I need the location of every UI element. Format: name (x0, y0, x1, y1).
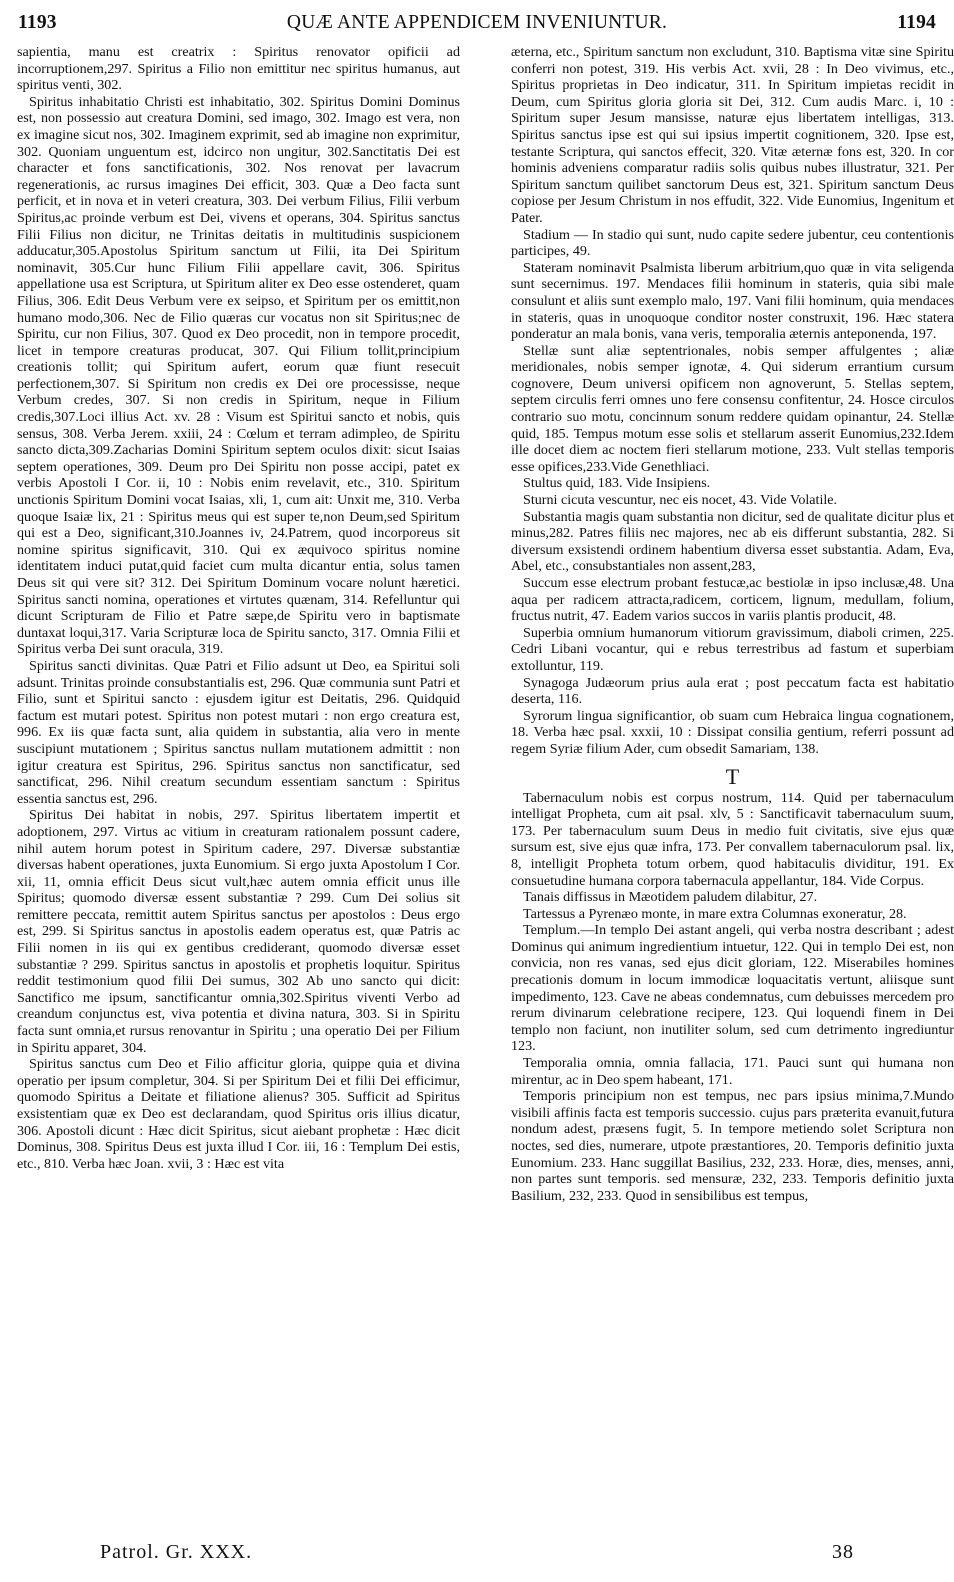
index-entry: Temporis principium non est tempus, nec pars ipsius minima,7.Mundo visibili affinis facta est temporis successio. cujus pars præterita evanuit,futura nondum adest, præsens fugit, 5. In tempore metiendo solet Scriptura non noctes, sed dies, numerare, utpote præstantiores, 20. Temporis definitio juxta Eunomium. 233. Hanc suggillat Basilius, 232, 233. Horæ, dies, menses, anni, non partes sunt temporis. sed mensuræ, 232, 233. Temporis definitio juxta Basilium, 232, 233. Quod in sensibilibus est tempus, (511, 1088, 954, 1204)
page-number-right: 1194 (897, 12, 936, 33)
index-entry: Sturni cicuta vescuntur, nec eis nocet, 43. Vide Volatile. (523, 492, 838, 509)
index-entry: Temporalia omnia, omnia fallacia, 171. Pauci sunt qui humana non mirentur, ac in Deo spem habeant, 171. (511, 1055, 954, 1088)
index-entry: Spiritus sancti divinitas. Quæ Patri et Filio adsunt ut Deo, ea Spiritui soli adsunt. Trinitas proinde consubstantialis est, 296. Quæ communia sunt Patri et Filio, sunt et Spiritui sancto : ejusdem igitur est Deitatis, 296. Quidquid factum est mutari potest. Spiritus non potest mutari : non ergo creatura est, 996. Ex iis quæ facta sunt, alia quidem in substantia, alia vero in mente suscipiunt mutationem ; Spiritus sanctus nullam mutationem admittit : non igitur creatura est Spiritus, 296. Spiritus sanctus non sanctificatur, sed sanctificat, 296. Nihil creatum secundum essentiam sanctum : Spiritus essentia sanctus est, 296. (17, 657, 460, 807)
index-entry: Stadium — In stadio qui sunt, nudo capite sedere jubentur, ceu contentionis participes, 49. (511, 226, 954, 260)
index-entry: Superbia omnium humanorum vitiorum gravissimum, diaboli crimen, 225. Cedri Libani vocantur, qui e rebus terrestribus ad fastum et superbiam extolluntur, 119. (511, 624, 954, 674)
right-column (511, 44, 954, 1522)
index-entry: Templum.—In templo Dei astant angeli, qui verba nostra describant ; adest Dominus qui animum ingredientium intuetur, 122. Qui in templo Dei est, non convicia, non res vanas, sed ejus dicit gloriam, 122. Miserabiles homines precationis domum in locum immodicæ loquacitatis vertunt, aliisque sunt impedimento, 123. Cave ne abeas condemnatus, cum debuisses mercedem pro rerum divinarum celebratione recipere, 123. Qui loquendi finem in Dei templo non faciunt, non inutiliter solum, sed cum detrimento ingrediuntur 123. (511, 922, 954, 1055)
index-entry: Stultus quid, 183. Vide Insipiens. (523, 475, 711, 492)
series-signature: Patrol. Gr. XXX. (100, 1541, 253, 1563)
section-letter: T (725, 763, 740, 789)
index-entry: Tartessus a Pyrenæo monte, in mare extra Columnas exoneratur, 28. (523, 905, 907, 922)
page-number-left: 1193 (18, 12, 57, 33)
left-column (17, 44, 460, 1522)
index-entry: Substantia magis quam substantia non dicitur, sed de qualitate dicitur plus et minus,282. Patres filiis nec majores, nec ab eis differunt substantia, 282. Si diversum exsistendi ordinem habentium diversa esset substantia. Adam, Eva, Abel, etc., consubstantiales non assent,283, (511, 508, 954, 575)
index-entry: sapientia, manu est creatrix : Spiritus renovator opificii ad incorruptionem,297. Spiritus a Filio non emittitur nec spiritus humanus, aut spiritus venti, 302. (17, 44, 460, 94)
running-header (18, 10, 936, 36)
index-entry: æterna, etc., Spiritum sanctum non excludunt, 310. Baptisma vitæ sine Spiritu conferri non potest, 319. His verbis Act. xvii, 28 : In Deo vivimus, etc., Spiritus proprietas in Deo indicatur, 311. In Spiritum impietas recidit in Deum, cum Spiritus gloria gloria sit Dei, 312. Cum audis Marc. i, 10 : Spiritum super Jesum mansisse, naturæ ejus libertatem intelligas, 313. Spiritus sanctus ipse est qui sui ipsius impertit cognitionem, 320. Ipse est, testante Scriptura, qui sanctos effecit, 320. Vitæ æternæ fons est, 320. In cor hominis adveniens comparatur radiis solis quibus nubes illustratur, 321. Per Spiritum sanctum quilibet sanctorum Deus est, 321. Spiritum sanctum Deus copiose per Jesum Christum in nos effudit, 322. Vide Eunomius, Ingenitum et Pater. (511, 44, 954, 226)
running-title: QUÆ ANTE APPENDICEM INVENIUNTUR. (286, 12, 668, 33)
index-entry: Syrorum lingua significantior, ob suam cum Hebraica lingua cognationem, 18. Verba hæc psal. xxxii, 10 : Dissipat consilia gentium, referri possunt ad regem Syriæ filium Ader, cum obsedit Samariam, 138. (511, 707, 954, 757)
sheet-number: 38 (832, 1541, 854, 1563)
index-entry: Spiritus Dei habitat in nobis, 297. Spiritus libertatem impertit et adoptionem, 297. Virtus ac vitium in creaturam rationalem possunt cadere, nihil autem horum potest in Spiritum cadere, 297. Diversæ substantiæ diversas habent operationes, juxta Eunomium. Si ergo juxta Apostolum I Cor. xii, 11, omnia efficit Deus sicut vult,hæc autem omnia efficit unus ille Spiritus; quomodo diversæ essent substantiæ ? 299. Cum Dei solius sit remittere peccata, remittit autem Spiritus sanctus per apostolos : Deus ergo est, 299. Si Spiritus sanctus in apostolis eadem operatus est, quæ Patris ac Filii nomen in iis qui ex gentibus crediderant, quomodo diversæ esset substantiæ ? 299. Spiritus sanctus in apostolis et prophetis loquitur. Spiritus reddit testimonium quod filii Dei sumus, 302 Ab uno sancto qui dicit: Sanctifico me ipsum, sanctificantur omnia,302.Spiritus viventi Verbo ad creandum conjunctus est, viva potentia et divina natura, 303. Si in Spiritu facta sunt omnia,et rursus renovantur in Spiritu ; una operatio Dei per Filium in Spiritu apparet, 304. (17, 807, 460, 1056)
index-entry: Tanais diffissus in Mæotidem paludem dilabitur, 27. (523, 889, 818, 906)
index-entry: Tabernaculum nobis est corpus nostrum, 114. Quid per tabernaculum intelligat Propheta, cum ait psal. xlv, 5 : Sanctificavit tabernaculum suum, 173. Per tabernaculum suum Deus in medio fuit civitatis, sive ejus quæ sursum est, sive ejus quæ infra, 173. Per convallem tabernaculorum psal. lix, 8, intelligit Propheta totum orbem, quod habitaculis dividitur, 191. Ex consuetudine humana corpora tabernacula appellantur, 184. Vide Corpus. (511, 789, 954, 889)
index-entry: Spiritus sanctus cum Deo et Filio afficitur gloria, quippe quia et divina operatio per ipsum completur, 304. Si per Spiritum Dei et filii Dei efficimur, quomodo Spiritus a Deitate et filiatione alienus? 305. Sufficit ad Spiritus exsistentiam quæ ex Deo est declarandam, quod Spiritus oris illius dicatur, 306. Apostoli dicunt : Hæc dicit Spiritus, sicut aiebant prophetæ : Hæc dicit Dominus, 308. Spiritus Deus est juxta illud I Cor. iii, 16 : Templum Dei estis, etc., 810. Verba hæc Joan. xvii, 3 : Hæc est vita (17, 1056, 460, 1172)
index-entry: Succum esse electrum probant festucæ,ac bestiolæ in ipso inclusæ,48. Una aqua per radicem attracta,radicem, corticem, lignum, medullam, folium, fructus nutrit, 47. Eadem varios succos in variis plantis producit, 48. (511, 575, 954, 625)
index-entry: Synagoga Judæorum prius aula erat ; post peccatum facta est habitatio deserta, 116. (511, 674, 954, 708)
page-footer (100, 1538, 854, 1568)
index-entry: Stellæ sunt aliæ septentrionales, nobis semper affulgentes ; aliæ meridionales, nobis semper ignotæ, 4. Qui siderum errantium cursum cognovere, Deum universi opificem non agnoverunt, 5. Stellas septem, septem circulis ferri omnes uno fere consensu confitentur, 24. Hosce circulos contrario suo motu, concinnum sonum reddere quidam opinantur, 24. Stellæ quid, 185. Tempus motum esse solis et stellarum asserit Eunomius,232.Idem ille docet diem ac noctem fieri stellarum motione, 233. Vult stellas temporis esse opifices,233.Vide Genethliaci. (511, 342, 954, 475)
index-entry: Spiritus inhabitatio Christi est inhabitatio, 302. Spiritus Domini Dominus est, non possessio aut creatura Domini, sed imago, 302. Imago est vera, non ex imagine sicut nos, 302. Imaginem exprimit, sed ab imagine non exprimitur, 302. Quoniam unguentum est, idcirco non ungitur, 302.Sanctitatis Dei est character et fons sanctificationis, 302. Nos renovat per lavacrum regenerationis, ac rursus imagines Dei efficit, 303. Quæ a Deo facta sunt perficit, et in nova et in veteri creatura, 303. Dei verbum Filius, Filii verbum Spiritus,ac proinde verbum est Dei, vivens et operans, 304. Spiritus sanctus Filii Filius non dicitur, ne Trinitas deitatis in multitudinis suspicionem adducatur,305.Apostolus Spiritum sanctum ut Filii, ita Dei Spiritum nominavit, 305.Cur hunc Filium Filii appellare cavit, 306. Spiritus appellatione usa est Scriptura, ut Spiritum aliter ex Deo esse ostenderet, quam Filius, 306. Edit Deus Verbum vere ex seipso, et Spiritum per os emittit,non humano modo,306. Nec de Filio quæras cur vocatus non sit Spiritus;nec de Spiritu, cur non Filius, 307. Quod ex Deo procedit, non in tempore procedit, licet in tempore creaturas producat, 307. Qui Filium tollit,principium creationis tollit; qui Spiritum aufert, eorum quæ fiunt resecuit perfectionem,307. Si Spiritum non credis ex Dei ore processisse, neque Verbum credes, 307. Si non credis in Spiritum, neque in Filium credis,307.Loci illius Act. xv. 28 : Visum est Spiritui sancto et nobis, quis sensus, 308. Verba Jerem. xxiii, 24 : Cœlum et terram adimpleo, de Spiritu sancto dicta,309.Zacharias Domini Spiritum septem oculos dixit: sicut Isaias septem operationes, 309. Deum pro Dei Spiritu non posse accipi, patet ex verbis Apostoli I Cor. ii, 10 : Nobis enim revelavit, etc., 310. Spiritum unctionis Spiritum Domini vocat Isaias, xli, 1, cum ait: Unxit me, 310. Verba quoque Isaiæ lix, 21 : Spiritus meus qui est super te,non Deum,sed Spiritum qui est a Deo, significant,310.Joannes iv, 24.Patrem, quod incorporeus sit nomine spiritus significavit, 310. Qui ex æquivoco spiritus nomine identitatem induci putat,quid faciet cum multa dicantur entia, solus tamen Deus sit qui vere sit? 312. Dei Spiritum Dominum vocare nolunt hæretici. Spiritus sancti nomina, operationes et virtutes quænam, 314. Refelluntur qui dicunt Scripturam de Filio et Patre sæpe,de Spiritu vero in baptismate duntaxat loqui,317. Varia Scripturæ loca de Spiritu sancto, 317. Omnia Filii et Spiritus verba Dei sunt oracula, 319. (17, 93, 460, 658)
index-entry: Stateram nominavit Psalmista liberum arbitrium,quo quæ in vita seligenda sunt secernimus. 197. Mendaces filii hominum in stateris, quia sibi male consulunt et aliis sunt exemplo malo, 197. Vani filii hominum, quia mendaces in stateris, quas in unoquoque conditor noster construxit, 196. Hæc statera ponderatur an mala bonis, vana veris, temporalia æternis anteponenda, 197. (511, 259, 954, 343)
